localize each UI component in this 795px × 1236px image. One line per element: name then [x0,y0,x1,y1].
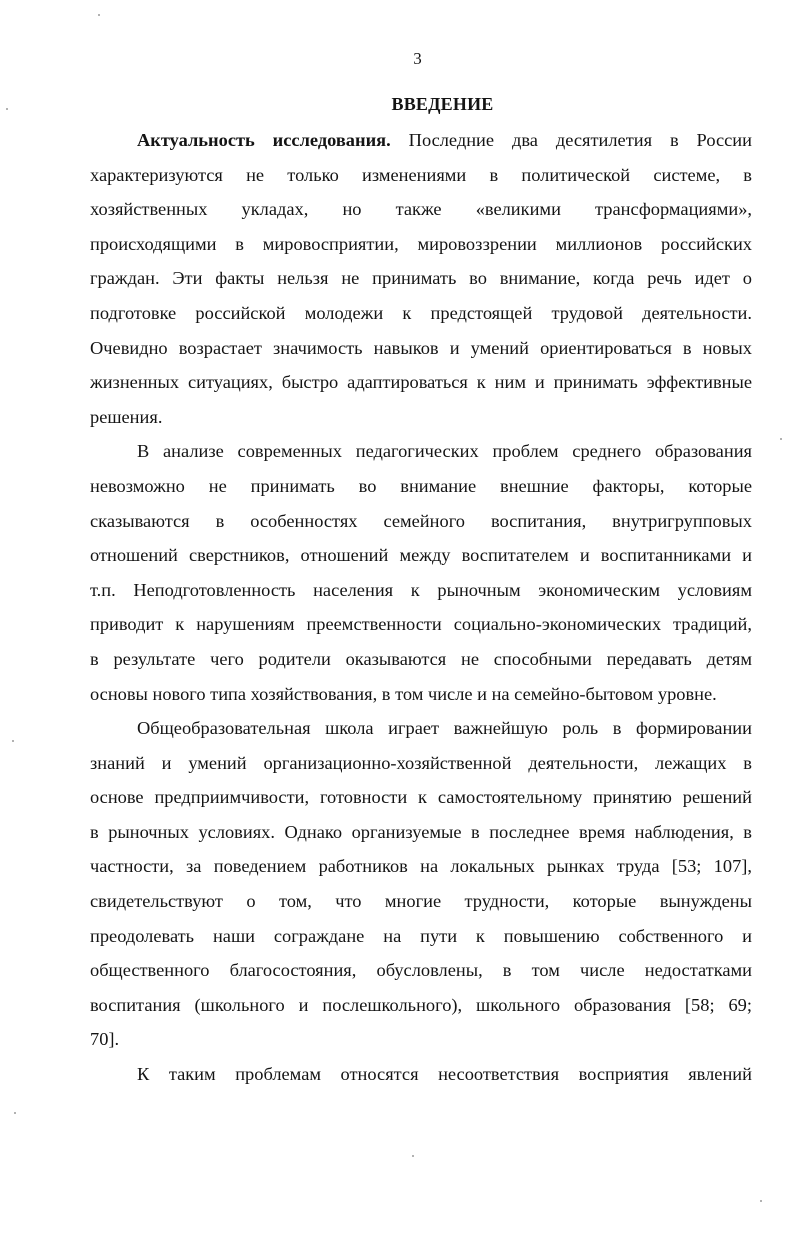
scan-speck [760,1200,762,1202]
text-line: основы нового типа хозяйствования, в том числе и на семейно-бытовом уровне. [90,683,717,704]
text-line: невозможно не принимать во внимание внешние факторы, которые [90,475,752,496]
text-line: Очевидно возрастает значимость навыков и умений ориентироваться в новых [90,337,752,358]
relevance-heading: Актуальность исследования. [137,130,391,150]
text-line: хозяйственных укладах, но также «великими трансформациями», [90,199,752,220]
text-line [90,123,752,158]
text-line: частности, за поведением работников на локальных рынках труда [53; 107], [90,856,752,877]
text-line: подготовке российской молодежи к предстоящей трудовой деятельности. [90,302,752,323]
scan-speck [12,740,14,742]
text-line: отношений сверстников, отношений между воспитателем и воспитанниками и [90,545,752,566]
text-line: основе предприимчивости, готовности к самостоятельному принятию решений [90,787,752,808]
scan-speck [98,14,100,16]
text-line: знаний и умений организационно-хозяйственной деятельности, лежащих в [90,752,752,773]
text-line: 70]. [90,1029,120,1050]
text-line: граждан. Эти факты нельзя не принимать во внимание, когда речь идет о [90,268,752,289]
text-line: свидетельствуют о том, что многие трудности, которые вынуждены [90,891,752,912]
text-line: сказываются в особенностях семейного воспитания, внутригрупповых [90,510,752,531]
text-line: жизненных ситуациях, быстро адаптироваться к ним и принимать эффективные [90,372,752,393]
paragraph-problems [90,1057,752,1092]
text-line: К таким проблемам относятся несоответствия восприятия явлений [137,1064,752,1085]
scan-speck [14,1112,16,1114]
text-line: приводит к нарушениям преемственности социально-экономических традиций, [90,614,752,635]
paragraph-relevance [90,123,752,434]
paragraph-school-role [90,711,752,1057]
text-line: в рыночных условиях. Однако организуемые в последнее время наблюдения, в [90,821,752,842]
text-line: Общеобразовательная школа играет важнейшую роль в формировании [137,718,752,739]
text-line: воспитания (школьного и послешкольного), школьного образования [58; 69; [90,994,752,1015]
text-line: общественного благосостояния, обусловлены, в том числе недостатками [90,960,752,981]
text-line: характеризуются не только изменениями в политической системе, в [90,164,752,185]
scan-speck [780,438,782,440]
text-line: преодолевать наши сограждане на пути к повышению собственного и [90,925,752,946]
text-line: т.п. Неподготовленность населения к рыночным экономическим условиям [90,579,752,600]
scan-speck [412,1155,414,1157]
text-line-content: Последние два десятилетия в России [390,130,752,150]
text-line: происходящими в мировосприятии, мировоззрении миллионов российских [90,233,752,254]
text-line: в результате чего родители оказываются не способными передавать детям [90,648,752,669]
body-text [90,123,752,1092]
text-line: решения. [90,406,163,427]
section-title: ВВЕДЕНИЕ [391,94,494,114]
page-number: 3 [413,49,422,68]
text-line: В анализе современных педагогических проблем среднего образования [137,441,752,462]
scan-speck [6,108,8,110]
paragraph-analysis [90,434,752,711]
